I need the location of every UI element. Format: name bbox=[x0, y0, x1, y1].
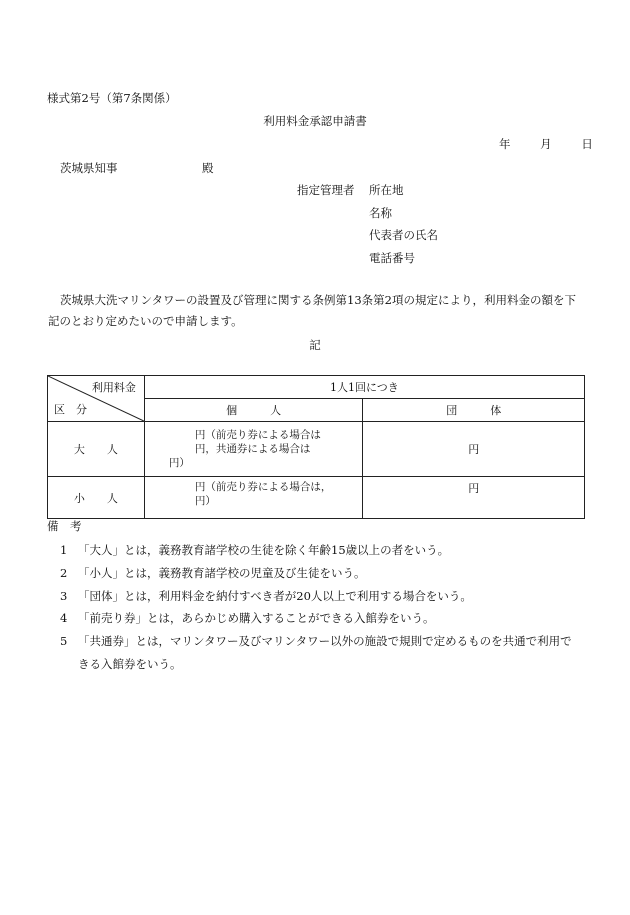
note-number: 3 bbox=[60, 589, 68, 603]
document-title: 利用料金承認申請書 bbox=[263, 114, 367, 128]
table-corner-cell bbox=[48, 376, 145, 422]
note-number: 2 bbox=[60, 566, 68, 580]
note-text: 「団体」とは，利用料金を納付すべき者が20人以上で利用する場合をいう。 bbox=[78, 589, 472, 603]
adult-individual-line-2: 円，共通券による場合は bbox=[194, 443, 311, 455]
child-individual-line-2: 円） bbox=[194, 495, 216, 507]
applicant-label: 指定管理者 bbox=[297, 183, 355, 197]
applicant-field-address: 所在地 bbox=[369, 183, 404, 197]
note-text: 「小人」とは，義務教育諸学校の児童及び生徒をいう。 bbox=[78, 566, 366, 580]
note-text: 「大人」とは，義務教育諸学校の生徒を除く年齢15歳以上の者をいう。 bbox=[78, 543, 450, 557]
applicant-field-representative: 代表者の氏名 bbox=[369, 228, 438, 242]
applicant-field-phone: 電話番号 bbox=[369, 251, 415, 265]
addressee-name: 茨城県知事 bbox=[60, 161, 118, 175]
adult-group-fee: 円 bbox=[363, 422, 585, 477]
child-individual-fee bbox=[144, 477, 363, 519]
corner-top-label: 利用料金 bbox=[91, 381, 136, 394]
date-day: 日 bbox=[581, 137, 593, 151]
adult-individual-line-3: 円） bbox=[168, 457, 190, 469]
addressee-honorific: 殿 bbox=[202, 161, 214, 175]
adult-individual-fee bbox=[144, 422, 363, 477]
note-number: 1 bbox=[60, 543, 68, 557]
adult-individual-line-1: 円（前売り券による場合は bbox=[194, 429, 321, 441]
applicant-field-name: 名称 bbox=[369, 206, 392, 220]
note-item bbox=[60, 634, 572, 648]
note-item bbox=[60, 611, 435, 625]
form-number: 様式第2号（第7条関係） bbox=[47, 91, 177, 105]
date-line bbox=[499, 137, 593, 151]
note-continuation: きる入館券をいう。 bbox=[78, 657, 182, 671]
note-text-line-1: 「共通券」とは，マリンタワー及びマリンタワー以外の施設で規則で定めるものを共通で利用で bbox=[78, 634, 572, 648]
note-number: 5 bbox=[60, 634, 68, 648]
ki-heading: 記 bbox=[309, 338, 321, 352]
adult-category: 大 人 bbox=[48, 422, 145, 477]
corner-bottom-label: 区 分 bbox=[54, 403, 87, 416]
note-item bbox=[60, 566, 366, 580]
group-header: 団 体 bbox=[363, 399, 585, 422]
body-paragraph: 茨城県大洗マリンタワーの設置及び管理に関する条例第13条第2項の規定により，利用料金の額を下記のとおり定めたいので申請します。 bbox=[48, 293, 576, 328]
note-number: 4 bbox=[60, 611, 68, 625]
fee-table bbox=[47, 375, 585, 519]
note-text: 「前売り券」とは，あらかじめ購入することができる入館券をいう。 bbox=[78, 611, 435, 625]
per-use-header: 1人1回につき bbox=[144, 376, 584, 399]
child-group-fee: 円 bbox=[363, 477, 585, 519]
notes-heading: 備 考 bbox=[47, 519, 82, 533]
child-individual-line-1: 円（前売り券による場合は， bbox=[194, 481, 332, 493]
date-year: 年 bbox=[499, 137, 511, 151]
individual-header: 個 人 bbox=[144, 399, 363, 422]
child-category: 小 人 bbox=[48, 477, 145, 519]
date-month: 月 bbox=[540, 137, 552, 151]
note-item bbox=[60, 543, 449, 557]
note-item bbox=[60, 589, 472, 603]
